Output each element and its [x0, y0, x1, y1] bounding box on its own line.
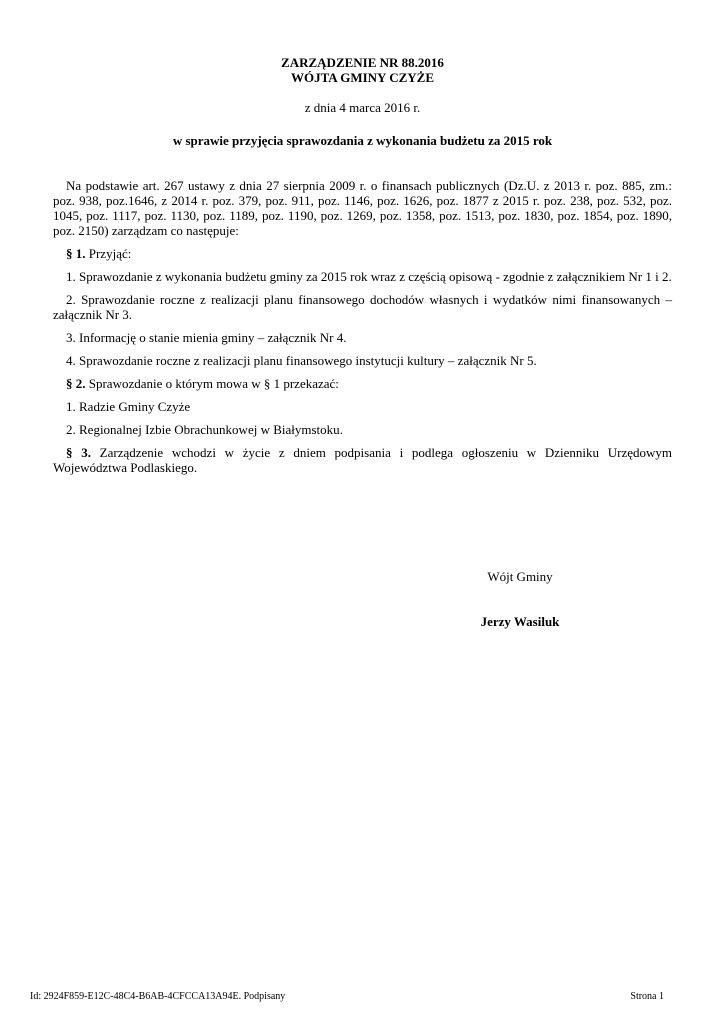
section-1-paragraph: [53, 246, 672, 261]
section-1-label: § 1.: [66, 246, 86, 261]
list-item: 2. Sprawozdanie roczne z realizacji planu finansowego dochodów własnych i wydatków nimi finansowanych – załącznik Nr 3.: [53, 292, 672, 322]
section-1-text: Przyjąć:: [85, 246, 132, 261]
document-date: z dnia 4 marca 2016 r.: [304, 100, 421, 115]
preamble-paragraph: Na podstawie art. 267 ustawy z dnia 27 sierpnia 2009 r. o finansach publicznych (Dz.U. z 2013 r. poz. 885, zm.: poz. 938, poz.1646, z 2014 r. poz. 379, poz. 911, poz. 1146, poz. 1626, poz. 1877 z 2015 r. poz. 238, poz. 532, poz. 1045, poz. 1117, poz. 1130, poz. 1189, poz. 1190, poz. 1269, poz. 1358, poz. 1513, poz. 1830, poz. 1854, poz. 1890, poz. 2150) zarządzam co następuje:: [53, 178, 672, 238]
section-3-label: § 3.: [66, 445, 91, 460]
footer-document-id: Id: 2924F859-E12C-48C4-B6AB-4CFCCA13A94E. Podpisany: [30, 991, 286, 1002]
document-title: [0, 55, 725, 85]
signature-name: Jerzy Wasiluk: [480, 614, 560, 629]
list-item: 4. Sprawozdanie roczne z realizacji planu finansowego instytucji kultury – załącznik Nr 5.: [66, 353, 537, 368]
title-line-1: ZARZĄDZENIE NR 88.2016: [281, 55, 444, 70]
list-item: 3. Informację o stanie mienia gminy – załącznik Nr 4.: [66, 330, 347, 345]
title-line-2: WÓJTA GMINY CZYŻE: [290, 70, 434, 85]
footer-page-number: Strona 1: [630, 991, 664, 1002]
section-3-text: Zarządzenie wchodzi w życie z dniem podpisania i podlega ogłoszeniu w Dzienniku Urzędowym Województwa Podlaskiego.: [53, 445, 673, 475]
section-2-text: Sprawozdanie o którym mowa w § 1 przekazać:: [85, 376, 339, 391]
section-2-paragraph: [53, 376, 672, 391]
document-subject: w sprawie przyjęcia sprawozdania z wykonania budżetu za 2015 rok: [172, 133, 553, 148]
list-item: 1. Sprawozdanie z wykonania budżetu gminy za 2015 rok wraz z częścią opisową - zgodnie z załącznikiem Nr 1 i 2.: [66, 269, 672, 284]
section-2-label: § 2.: [66, 376, 86, 391]
signature-role: Wójt Gminy: [487, 569, 553, 584]
document-body: [53, 178, 672, 483]
section-3-paragraph: [53, 445, 672, 475]
list-item: 1. Radzie Gminy Czyże: [66, 399, 191, 414]
list-item: 2. Regionalnej Izbie Obrachunkowej w Białymstoku.: [66, 422, 343, 437]
